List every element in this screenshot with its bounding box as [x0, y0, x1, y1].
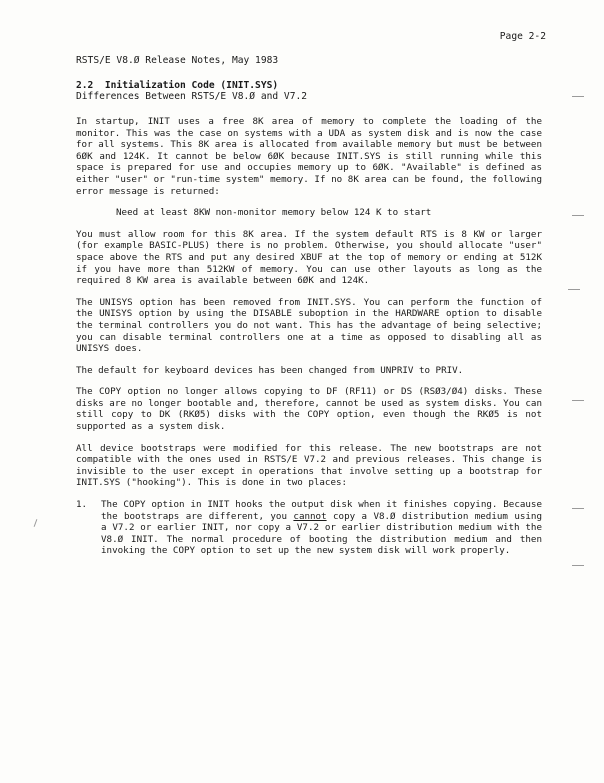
header-subtitle: Differences Between RSTS/E V8.Ø and V7.2 — [76, 91, 308, 102]
paragraph-bootstraps: All device bootstraps were modified for this release. The new bootstraps are not compatible with the ones used in RSTS/E V7.2 and previous releases. This change is invisible to the user except in operations that involve setting up a bootstrap for INIT.SYS ("hooking"). This is done in two places: — [76, 442, 542, 489]
document-body — [76, 116, 542, 557]
list-text-before: The COPY option in INIT hooks the output disk when it finishes copying. Because the bootstraps are different, you — [101, 499, 542, 522]
scan-mark — [572, 215, 584, 216]
error-message: Need at least 8KW non-monitor memory below 124 K to start — [116, 207, 432, 219]
paragraph-keyboard-default: The default for keyboard devices has been changed from UNPRIV to PRIV. — [76, 364, 464, 376]
paragraph-copy-option: The COPY option no longer allows copying to DF (RF11) or DS (RSØ3/Ø4) disks. These disks are no longer bootable and, therefore, cannot be used as system disks. You can still copy to DK (RKØ5) disks with the COPY option, even though the RKØ5 is not supported as a system disk. — [76, 386, 542, 433]
section-heading: 2.2 Initialization Code (INIT.SYS) — [76, 80, 279, 91]
list-text — [101, 499, 542, 557]
paragraph-unisys: The UNISYS option has been removed from INIT.SYS. You can perform the function of the UNISYS option by using the DISABLE suboption in the HARDWARE option to disable the terminal controllers you do not want. This has the advantage of being selective; you can disable terminal controllers one at a time as opposed to disabling all as UNISYS does. — [76, 296, 542, 355]
list-item — [76, 499, 542, 557]
scan-mark — [572, 565, 584, 566]
scan-mark — [568, 289, 580, 290]
scan-mark — [572, 96, 584, 97]
paragraph-memory-room: You must allow room for this 8K area. If the system default RTS is 8 KW or larger (for example BASIC-PLUS) there is no problem. Otherwise, you should allocate "user" space above the RTS and put any desired XBUF at the top of memory or ending at 512K if you have more than 512KW of memory. You can use other layouts as long as the required 8 KW area is available between 6ØK and 124K. — [76, 228, 542, 287]
emphasis-cannot: cannot — [293, 510, 327, 522]
paragraph-startup: In startup, INIT uses a free 8K area of memory to complete the loading of the monitor. This was the case on systems with a UDA as system disk and is now the case for all systems. This 8K area is allocated from available memory but must be between 6ØK and 124K. It cannot be below 6ØK because INIT.SYS is still running while this space is prepared for use and occupies memory up to 6ØK. "Available" is defined as either "user" or "run-time system" memory. If no 8K area can be found, the following error message is returned: — [76, 116, 542, 197]
scan-mark — [572, 400, 584, 401]
scan-mark — [34, 519, 38, 527]
list-number: 1. — [76, 499, 88, 511]
list-text-after: copy a V8.Ø distribution medium using a V7.2 or earlier INIT, nor copy a V7.2 or earlier distribution medium with the V8.Ø INIT. The normal procedure of booting the distribution medium and then invoking the COPY option to set up the new system disk will work properly. — [101, 510, 542, 557]
scan-mark — [572, 508, 584, 509]
running-header — [76, 31, 307, 127]
page-number: Page 2-2 — [499, 31, 546, 42]
header-title: RSTS/E V8.Ø Release Notes, May 1983 — [76, 55, 279, 66]
